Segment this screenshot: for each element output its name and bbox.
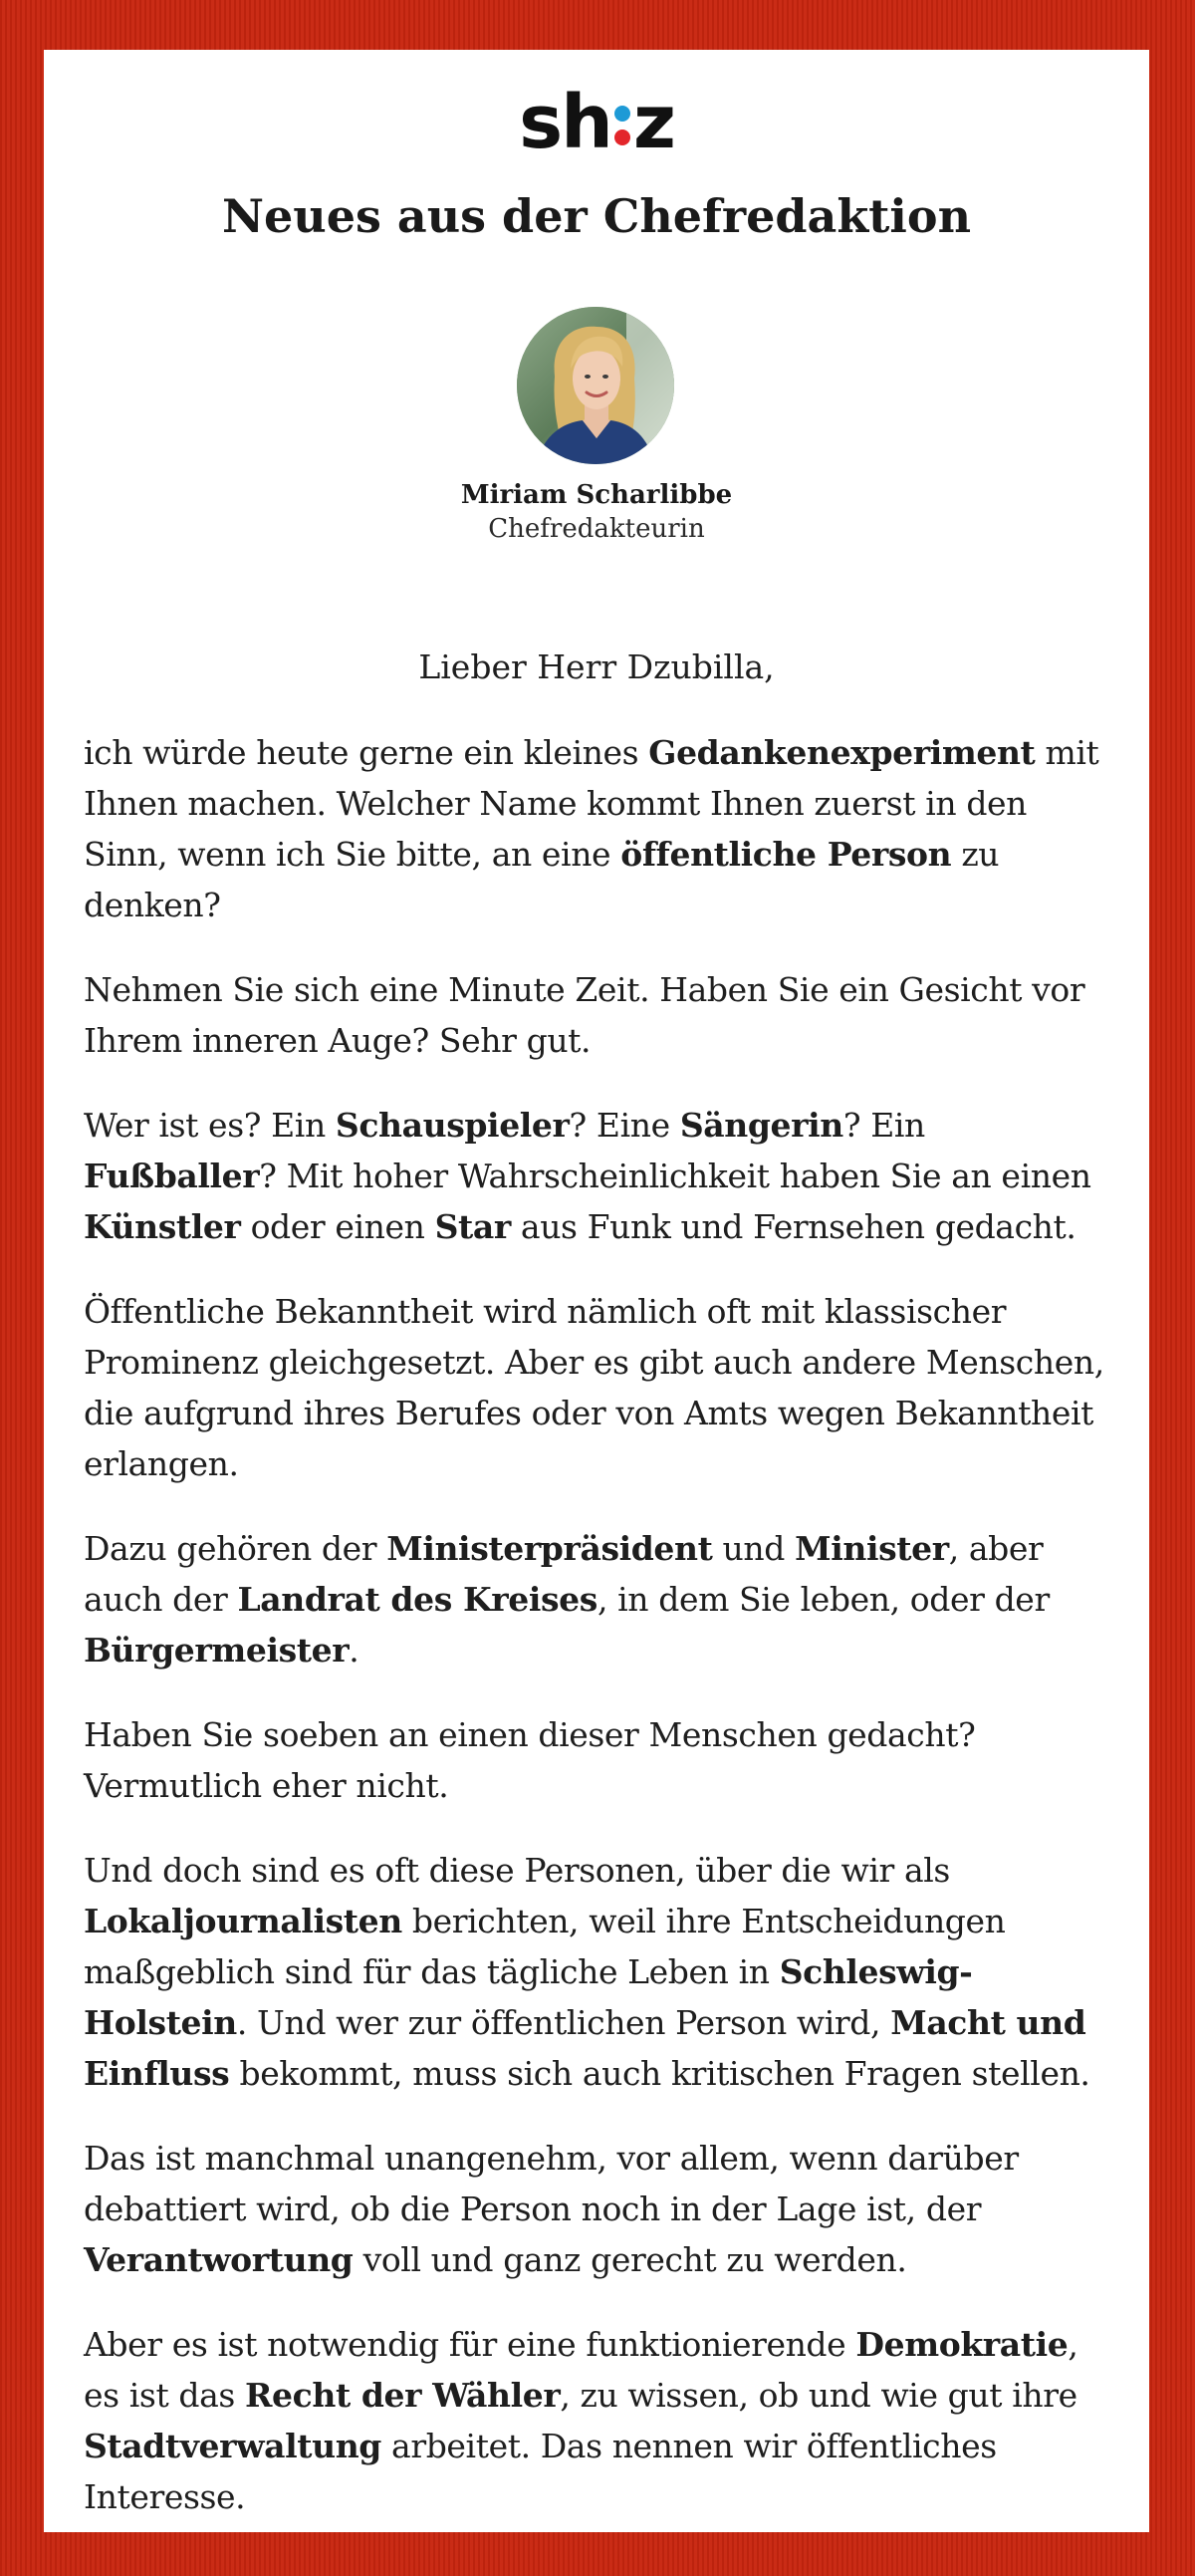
paragraph-text: bekommt, muss sich auch kritischen Fragen stellen. xyxy=(229,2054,1090,2093)
emphasis-text: Macht und Einfluss xyxy=(84,2003,1086,2093)
paragraph-text: Und doch sind es oft diese Personen, über die wir als xyxy=(84,1851,950,1890)
author-avatar xyxy=(517,307,674,464)
paragraph-text: aus Funk und Fernsehen gedacht. xyxy=(510,1207,1076,1246)
paragraph-text: ich würde heute gerne ein kleines xyxy=(84,733,649,772)
article-body xyxy=(84,727,1119,2556)
paragraph xyxy=(84,1709,1119,1811)
paragraph xyxy=(84,1845,1119,2099)
paragraph-text: , zu wissen, ob und wie gut ihre xyxy=(560,2376,1077,2415)
emphasis-text: Recht der Wähler xyxy=(245,2376,561,2415)
emphasis-text: Fußballer xyxy=(84,1157,260,1195)
paragraph-text: , in dem Sie leben, oder der xyxy=(597,1580,1050,1619)
paragraph-text: voll und ganz gerecht zu werden. xyxy=(353,2240,907,2279)
paragraph-text: berichten, weil ihre Entscheidungen maßgeblich sind für das tägliche Leben in xyxy=(84,1902,1006,1991)
emphasis-text: Verantwortung xyxy=(84,2240,354,2279)
logo-text-left: sh xyxy=(519,80,611,165)
logo-colon-icon xyxy=(613,92,631,151)
paragraph-text: arbeitet. Das nennen wir öffentliches Interesse. xyxy=(84,2427,997,2516)
paragraph-text: . xyxy=(349,1631,359,1670)
emphasis-text: Lokaljournalisten xyxy=(84,1902,402,1940)
author-role: Chefredakteurin xyxy=(488,514,705,544)
paragraph-text: oder einen xyxy=(240,1207,435,1246)
paragraph-text: zu denken? xyxy=(84,835,1000,924)
emphasis-text: Landrat des Kreises xyxy=(237,1580,598,1619)
paragraph-text: ? Ein xyxy=(842,1106,925,1145)
logo-dot-blue xyxy=(614,106,630,122)
emphasis-text: Schauspieler xyxy=(335,1106,570,1145)
paragraph-text: Wer ist es? Ein xyxy=(84,1106,336,1145)
paragraph-text: , aber auch der xyxy=(84,1529,1044,1619)
shz-logo[interactable] xyxy=(44,78,1149,167)
paragraph-text: , es ist das xyxy=(84,2325,1078,2415)
emphasis-text: öffentliche Person xyxy=(620,835,952,874)
emphasis-text: Sängerin xyxy=(679,1106,843,1145)
logo-text-right: z xyxy=(632,80,674,165)
paragraph xyxy=(84,1100,1119,1252)
emphasis-text: Künstler xyxy=(84,1207,241,1246)
emphasis-text: Minister xyxy=(795,1529,949,1568)
emphasis-text: Schleswig-Holstein xyxy=(84,1952,973,2042)
paragraph-text: Das ist manchmal unangenehm, vor allem, wenn darüber debattiert wird, ob die Person noch in der Lage ist, der xyxy=(84,2139,1019,2228)
greeting: Lieber Herr Dzubilla, xyxy=(418,647,775,686)
author-portrait-image xyxy=(517,307,674,464)
paragraph xyxy=(84,2319,1119,2522)
page-title: Neues aus der Chefredaktion xyxy=(221,189,972,243)
paragraph-text: Aber es ist notwendig für eine funktionierende xyxy=(84,2325,856,2364)
emphasis-text: Demokratie xyxy=(855,2325,1069,2364)
paragraph xyxy=(84,964,1119,1066)
author-name: Miriam Scharlibbe xyxy=(460,480,733,510)
paragraph-text: ? Eine xyxy=(569,1106,680,1145)
paragraph-text: und xyxy=(712,1529,796,1568)
paragraph-text: mit Ihnen machen. Welcher Name kommt Ihnen zuerst in den Sinn, wenn ich Sie bitte, an eine xyxy=(84,733,1099,874)
paragraph-text: ? Mit hoher Wahrscheinlichkeit haben Sie an einen xyxy=(259,1157,1091,1195)
emphasis-text: Star xyxy=(434,1207,511,1246)
paragraph-text: Öffentliche Bekanntheit wird nämlich oft mit klassischer Prominenz gleichgesetzt. Aber es gibt auch andere Menschen, die aufgrund ihres Berufes oder von Amts wegen Bekanntheit erlangen. xyxy=(84,1292,1104,1483)
emphasis-text: Ministerpräsident xyxy=(386,1529,713,1568)
emphasis-text: Bürgermeister xyxy=(84,1631,350,1670)
paragraph xyxy=(84,727,1119,930)
logo-dot-red xyxy=(614,129,630,145)
emphasis-text: Stadtverwaltung xyxy=(84,2427,381,2465)
newsletter-card xyxy=(44,50,1149,2532)
paragraph-text: Dazu gehören der xyxy=(84,1529,387,1568)
paragraph xyxy=(84,1523,1119,1675)
paragraph-text: Haben Sie soeben an einen dieser Menschen gedacht? Vermutlich eher nicht. xyxy=(84,1715,976,1805)
paragraph-text: . Und wer zur öffentlichen Person wird, xyxy=(236,2003,891,2042)
paragraph xyxy=(84,2133,1119,2285)
emphasis-text: Gedankenexperiment xyxy=(648,733,1036,772)
paragraph xyxy=(84,1286,1119,1489)
paragraph-text: Nehmen Sie sich eine Minute Zeit. Haben Sie ein Gesicht vor Ihrem inneren Auge? Sehr gut. xyxy=(84,970,1085,1060)
